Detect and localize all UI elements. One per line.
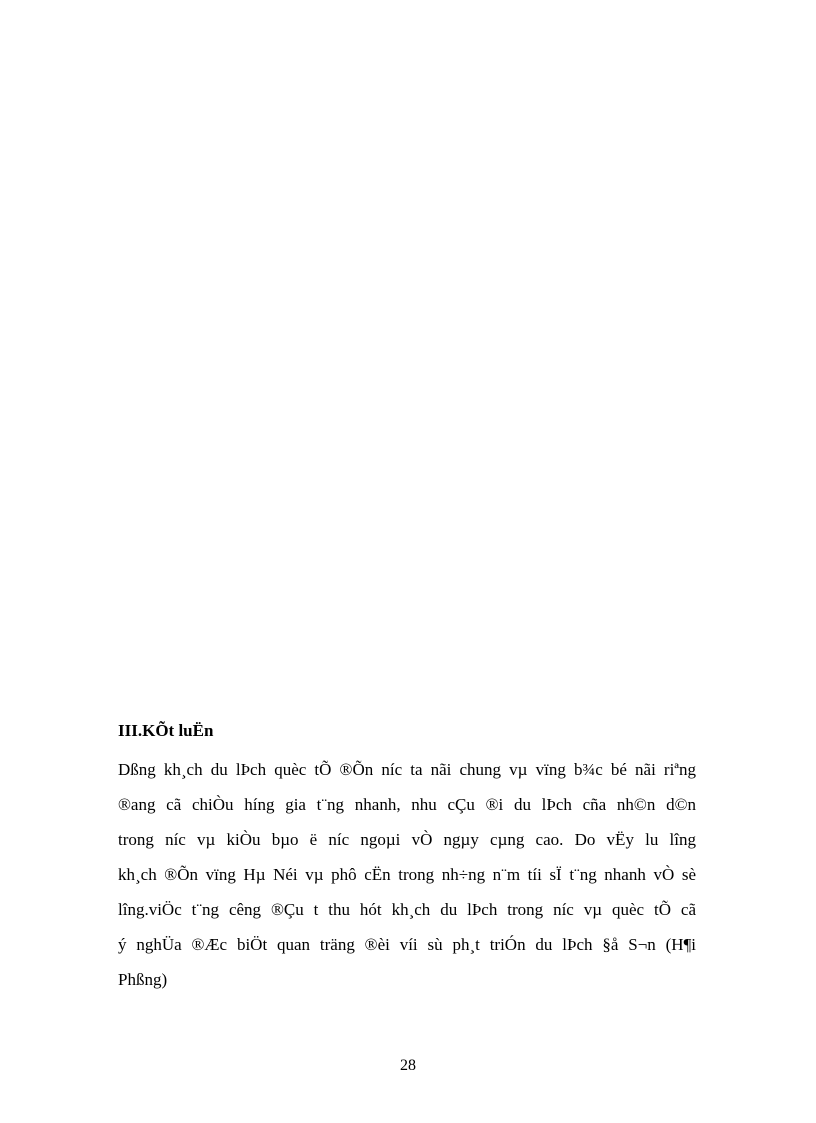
section-heading: III.KÕt luËn	[118, 721, 214, 740]
paragraph-line: ý nghÜa ®Æc biÖt quan träng ®èi víi sù ph¸t triÓn du lÞch §å S¬n (H¶i	[118, 935, 696, 954]
paragraph-line: ®ang cã chiÒu híng gia t¨ng nhanh, nhu cÇu ®i du lÞch cña nh©n d©n	[118, 795, 696, 814]
page-number: 28	[400, 1057, 416, 1074]
conclusion-paragraph	[118, 752, 696, 997]
paragraph-line: trong níc vµ kiÒu bµo ë níc ngoµi vÒ ngµy cµng cao. Do vËy lu lîng	[118, 830, 696, 849]
paragraph-line: lîng.viÖc t¨ng cêng ®Çu t thu hót kh¸ch du lÞch trong níc vµ quèc tÕ cã	[118, 900, 696, 919]
paragraph-line: kh¸ch ®Õn vïng Hµ Néi vµ phô cËn trong nh÷ng n¨m tíi sÏ t¨ng nhanh vÒ sè	[118, 865, 696, 884]
paragraph-line: Dßng kh¸ch du lÞch quèc tÕ ®Õn níc ta nãi chung vµ vïng b¾c bé nãi riªng	[118, 760, 696, 779]
paragraph-line: Phßng)	[118, 970, 168, 989]
